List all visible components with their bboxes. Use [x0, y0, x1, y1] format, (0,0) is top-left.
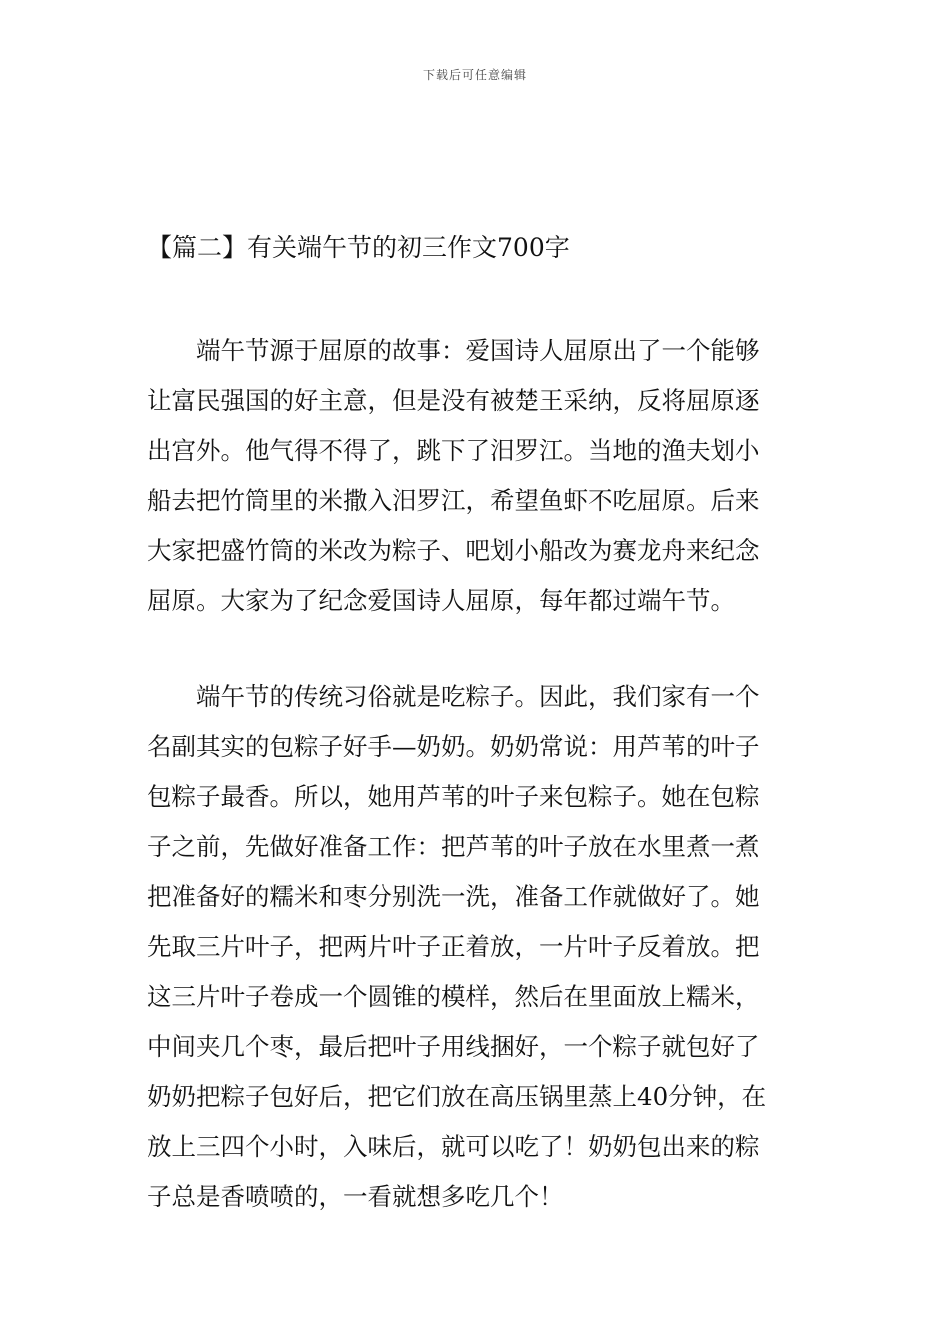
paragraph-line: 端午节的传统习俗就是吃粽子。因此，我们家有一个	[196, 682, 760, 711]
paragraph-line: 名副其实的包粽子好手—奶奶。奶奶常说：用芦苇的叶子	[147, 732, 760, 761]
paragraph-line: 让富民强国的好主意，但是没有被楚王采纳，反将屈原逐	[147, 386, 760, 415]
paragraph-1	[147, 326, 807, 626]
paragraph-line: 屈原。大家为了纪念爱国诗人屈原，每年都过端午节。	[147, 586, 735, 615]
paragraph-line: 奶奶把粽子包好后，把它们放在高压锅里蒸上40分钟，在	[147, 1082, 767, 1111]
page-header-note: 下载后可任意编辑	[422, 68, 527, 82]
paragraph-line: 放上三四个小时，入味后，就可以吃了！奶奶包出来的粽	[147, 1132, 760, 1161]
paragraph-line: 出宫外。他气得不得了，跳下了汨罗江。当地的渔夫划小	[147, 436, 760, 465]
paragraph-line: 子总是香喷喷的，一看就想多吃几个！	[147, 1182, 564, 1211]
document-title: 【篇二】有关端午节的初三作文700字	[147, 233, 570, 262]
paragraph-2	[147, 672, 807, 1222]
paragraph-line: 这三片叶子卷成一个圆锥的模样，然后在里面放上糯米，	[147, 982, 760, 1011]
paragraph-line: 船去把竹筒里的米撒入汨罗江，希望鱼虾不吃屈原。后来	[147, 486, 760, 515]
paragraph-line: 中间夹几个枣，最后把叶子用线捆好，一个粽子就包好了	[147, 1032, 760, 1061]
paragraph-line: 大家把盛竹筒的米改为粽子、吧划小船改为赛龙舟来纪念	[147, 536, 760, 565]
paragraph-line: 子之前，先做好准备工作：把芦苇的叶子放在水里煮一煮	[147, 832, 760, 861]
paragraph-line: 端午节源于屈原的故事：爱国诗人屈原出了一个能够	[196, 336, 760, 365]
paragraph-line: 先取三片叶子，把两片叶子正着放，一片叶子反着放。把	[147, 932, 760, 961]
paragraph-line: 把准备好的糯米和枣分别洗一洗，准备工作就做好了。她	[147, 882, 760, 911]
paragraph-line: 包粽子最香。所以，她用芦苇的叶子来包粽子。她在包粽	[147, 782, 760, 811]
